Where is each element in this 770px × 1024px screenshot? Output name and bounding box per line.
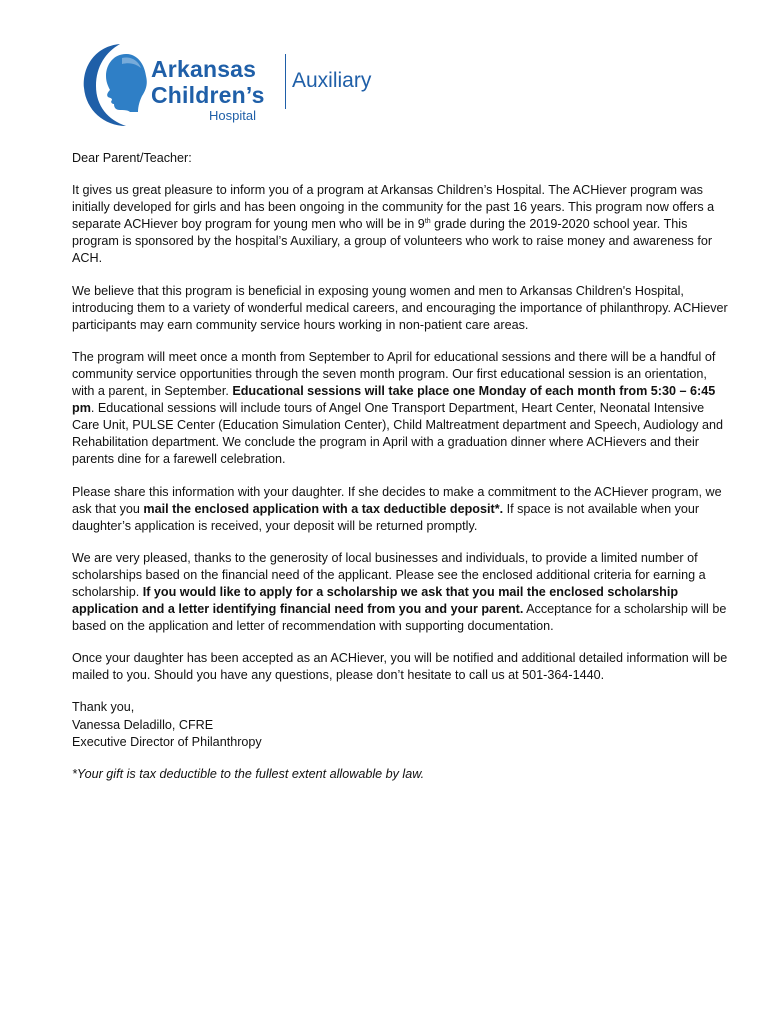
footnote: *Your gift is tax deductible to the fullest extent allowable by law. bbox=[72, 766, 425, 781]
paragraph-deposit: Please share this information with your daughter. If she decides to make a commitment to the ACHiever program, we ask that you mail the enclosed application with a tax deductible deposit*. If space is not available when your daughter’s application is received, your deposit will be returned promptly. bbox=[72, 484, 722, 533]
logo-arkansas-text: Arkansas bbox=[151, 56, 257, 82]
paragraph-intro: It gives us great pleasure to inform you of a program at Arkansas Children’s Hospital. The ACHiever program was initially developed for girls and has been ongoing in the community for the past 16 years. This program now offers a separate ACHiever boy program for young men who will be in 9th grade during the 2019-2020 school year. This program is sponsored by the hospital’s Auxiliary, a group of volunteers who work to raise money and awareness for ACH. bbox=[72, 183, 715, 266]
salutation: Dear Parent/Teacher: bbox=[72, 151, 192, 165]
closing: Thank you, bbox=[72, 700, 135, 715]
paragraph-schedule: The program will meet once a month from September to April for educational sessions and there will be a handful of community service opportunities through the seven month program. Our first educational session is an orientation, with a parent, in September. Educational sessions will take place one Monday of each month from 5:30 – 6:45 pm. Educational sessions will include tours of Angel One Transport Department, Heart Center, Neonatal Intensive Care Unit, PULSE Center (Education Simulation Center), Child Maltreatment department and Speech, Audiology and Rehabilitation department. We conclude the program in April with a graduation dinner where ACHievers and their parents dine for a farewell celebration. bbox=[72, 349, 724, 467]
logo-auxiliary-text: Auxiliary bbox=[292, 69, 372, 92]
logo-childrens-text: Children’s bbox=[151, 82, 265, 108]
child-silhouette-icon bbox=[78, 40, 158, 132]
letter-body bbox=[72, 150, 728, 798]
logo-divider bbox=[285, 54, 286, 109]
paragraph-benefits: We believe that this program is beneficial in exposing young women and men to Arkansas Children's Hospital, introducing them to a variety of wonderful medical careers, and encouraging the importance of philanthropy. ACHiever participants may earn community service hours working in non-patient care areas. bbox=[72, 283, 728, 332]
paragraph-contact: Once your daughter has been accepted as an ACHiever, you will be notified and additional detailed information will be mailed to you. Should you have any questions, please don’t hesitate to call us at 501-364-1440. bbox=[72, 651, 728, 683]
signer-name: Vanessa Deladillo, CFRE bbox=[72, 717, 214, 732]
signature-block bbox=[72, 699, 728, 750]
hospital-logo bbox=[78, 40, 398, 132]
signer-title: Executive Director of Philanthropy bbox=[72, 734, 262, 749]
logo-hospital-text: Hospital bbox=[209, 108, 256, 123]
paragraph-scholarship: We are very pleased, thanks to the generosity of local businesses and individuals, to provide a limited number of scholarships based on the financial need of the applicant. Please see the enclosed additional criteria for earning a scholarship. If you would like to apply for a scholarship we ask that you mail the enclosed scholarship application and a letter identifying financial need from you and your parent. Acceptance for a scholarship will be based on the application and letter of recommendation with supporting documentation. bbox=[72, 550, 727, 634]
